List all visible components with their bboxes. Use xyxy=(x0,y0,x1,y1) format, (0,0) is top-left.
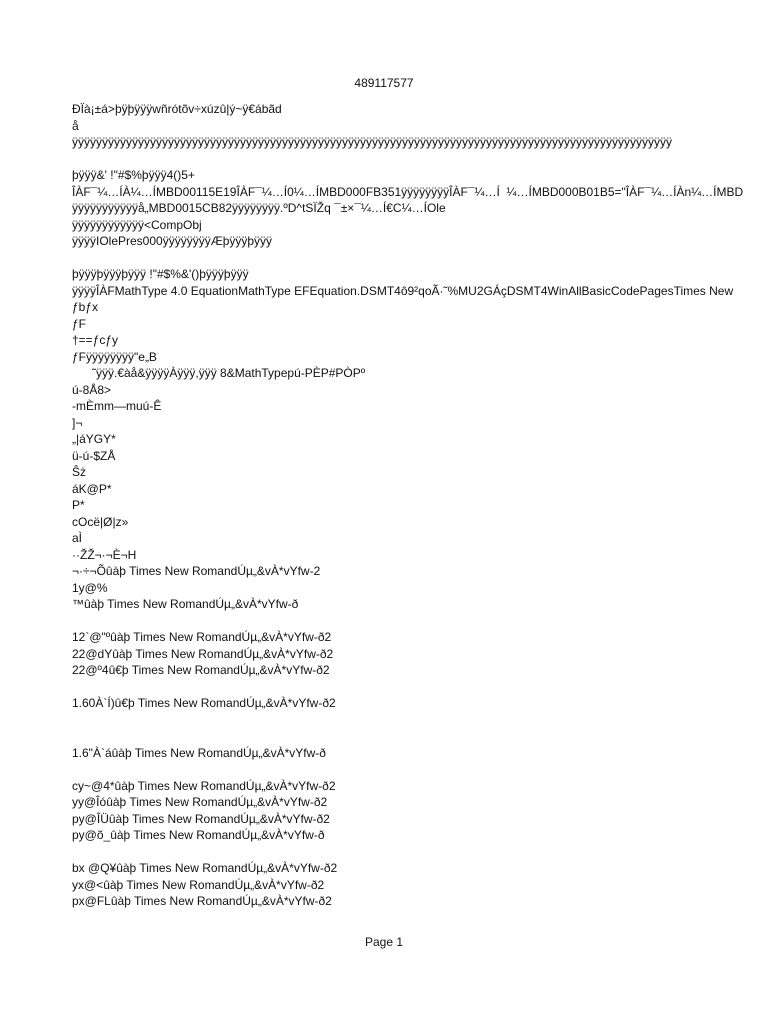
text-line xyxy=(72,250,768,267)
text-line xyxy=(72,761,768,778)
text-line: cy~@4*ûàþ Times New RomandÚµ„&vÀ*vYfw-ð2 xyxy=(72,778,336,793)
text-line: ™ûàþ Times New RomandÚµ„&vÀ*vYfw-ð xyxy=(72,597,299,611)
text-line: 12`@"ºûàþ Times New RomandÚµ„&vÀ*vYfw-ð2 xyxy=(72,630,332,644)
text-line: ··ŽŽ¬·¬È¬H xyxy=(72,547,137,562)
text-line: py@ÎÜûàþ Times New RomandÚµ„&vÀ*vYfw-ð2 xyxy=(72,811,330,826)
text-line: „|áYGY* xyxy=(72,432,116,446)
text-line: ]¬ xyxy=(72,415,83,430)
text-line: å xyxy=(72,118,79,133)
text-line: cOcë|Ø|z» xyxy=(72,514,129,529)
text-line: ÐÏà¡±á>þÿþÿÿÿwñrótõv÷xúzû|ý~ÿ€ábãd xyxy=(72,102,282,116)
text-line: -mÈmm—muú-Ê xyxy=(72,399,162,413)
text-line: 1y@% xyxy=(72,580,108,595)
text-line: ˜ÿÿÿ.€àå&ÿÿÿÿÀÿÿÿ,ÿÿÿ 8&MathTypepú-PÈP#PÒPº xyxy=(72,366,366,380)
text-line: ÿÿÿÿÿÿÿÿÿÿÿÿ<CompObj xyxy=(72,217,202,232)
text-line: †==ƒcƒy xyxy=(72,333,119,347)
text-line xyxy=(72,613,768,630)
text-line: ÿÿÿÿÿÿÿÿÿÿÿå„MBD0015CB82ÿÿÿÿÿÿÿÿ.ºD^tSÏŽq ¯±×¯¼…Í€C¼…ÍOle xyxy=(72,201,446,215)
text-line: P* xyxy=(72,498,85,512)
text-line: 22@º4û€þ Times New RomandÚµ„&vÀ*vYfw-ð2 xyxy=(72,663,330,677)
text-line xyxy=(72,728,768,745)
text-line: áK@P* xyxy=(72,481,112,496)
document-body xyxy=(72,101,768,910)
text-line: 1.6"À`áûàþ Times New RomandÚµ„&vÀ*vYfw-ð xyxy=(72,745,326,760)
text-line: yx@<ûàþ Times New RomandÚµ„&vÀ*vYfw-ð2 xyxy=(72,877,325,892)
text-line: ÿÿÿÿÿÿÿÿÿÿÿÿÿÿÿÿÿÿÿÿÿÿÿÿÿÿÿÿÿÿÿÿÿÿÿÿÿÿÿÿÿÿÿÿÿÿÿÿÿÿÿÿÿÿÿÿÿÿÿÿÿÿÿÿÿÿÿÿÿÿÿÿÿÿÿÿÿÿÿÿÿÿÿÿÿÿÿÿÿÿÿÿÿÿÿÿÿÿÿÿ xyxy=(72,135,672,149)
text-line xyxy=(72,151,768,168)
text-line xyxy=(72,679,768,696)
text-line: 22@dYûàþ Times New RomandÚµ„&vÀ*vYfw-ð2 xyxy=(72,646,334,661)
text-line: ¬·÷¬Õûàþ Times New RomandÚµ„&vÀ*vYfw-2 xyxy=(72,564,321,578)
text-line: yy@Îóûàþ Times New RomandÚµ„&vÀ*vYfw-ð2 xyxy=(72,795,328,809)
text-line: bx @Q¥ûàþ Times New RomandÚµ„&vÀ*vYfw-ð2 xyxy=(72,861,338,875)
text-line: 1.60À`Í)û€þ Times New RomandÚµ„&vÀ*vYfw-ð2 xyxy=(72,696,336,710)
text-line: ü-ú-$ZÅ xyxy=(72,448,116,463)
text-line: ƒFÿÿÿÿÿÿÿÿ"e„B xyxy=(72,349,157,364)
text-line xyxy=(72,844,768,861)
text-line: ƒF xyxy=(72,316,87,331)
text-line: ÎÀF¯¼…ÍÀ¼…ÍMBD00115E19ÎÀF¯¼…Í0¼…ÍMBD000FB351ÿÿÿÿÿÿÿÿÎÀF¯¼…Í ¼…ÍMBD000B01B5="ÎÀF¯¼…ÍÀn¼…ÍMBD xyxy=(72,184,744,199)
text-line xyxy=(72,712,768,729)
text-line: px@FLûàþ Times New RomandÚµ„&vÀ*vYfw-ð2 xyxy=(72,894,332,908)
text-line: aÌ xyxy=(72,531,83,545)
text-line: ÿÿÿÿIOlePres000ÿÿÿÿÿÿÿÿÆþÿÿÿþÿÿÿ xyxy=(72,234,273,248)
text-line: py@õ_ûàþ Times New RomandÚµ„&vÀ*vYfw-ð xyxy=(72,828,325,842)
text-line: þÿÿÿþÿÿÿþÿÿÿ !"#$%&'()þÿÿÿþÿÿÿ xyxy=(72,267,249,281)
text-line: ÿÿÿÿÎÀFMathType 4.0 EquationMathType EFEquation.DSMT4ô9²qoÃ·˜%MU2GÁçDSMT4WinAllBasicCodePagesTimes New xyxy=(72,283,734,298)
text-line: Ŝż xyxy=(72,465,87,479)
text-line: ú-8Å8> xyxy=(72,382,112,397)
text-line: þÿÿÿ&' !"#$%þÿÿÿ4()5+ xyxy=(72,168,195,182)
page-title: 489117577 xyxy=(354,76,414,90)
page-number: Page 1 xyxy=(364,935,404,949)
text-line: ƒbƒx xyxy=(72,300,99,314)
